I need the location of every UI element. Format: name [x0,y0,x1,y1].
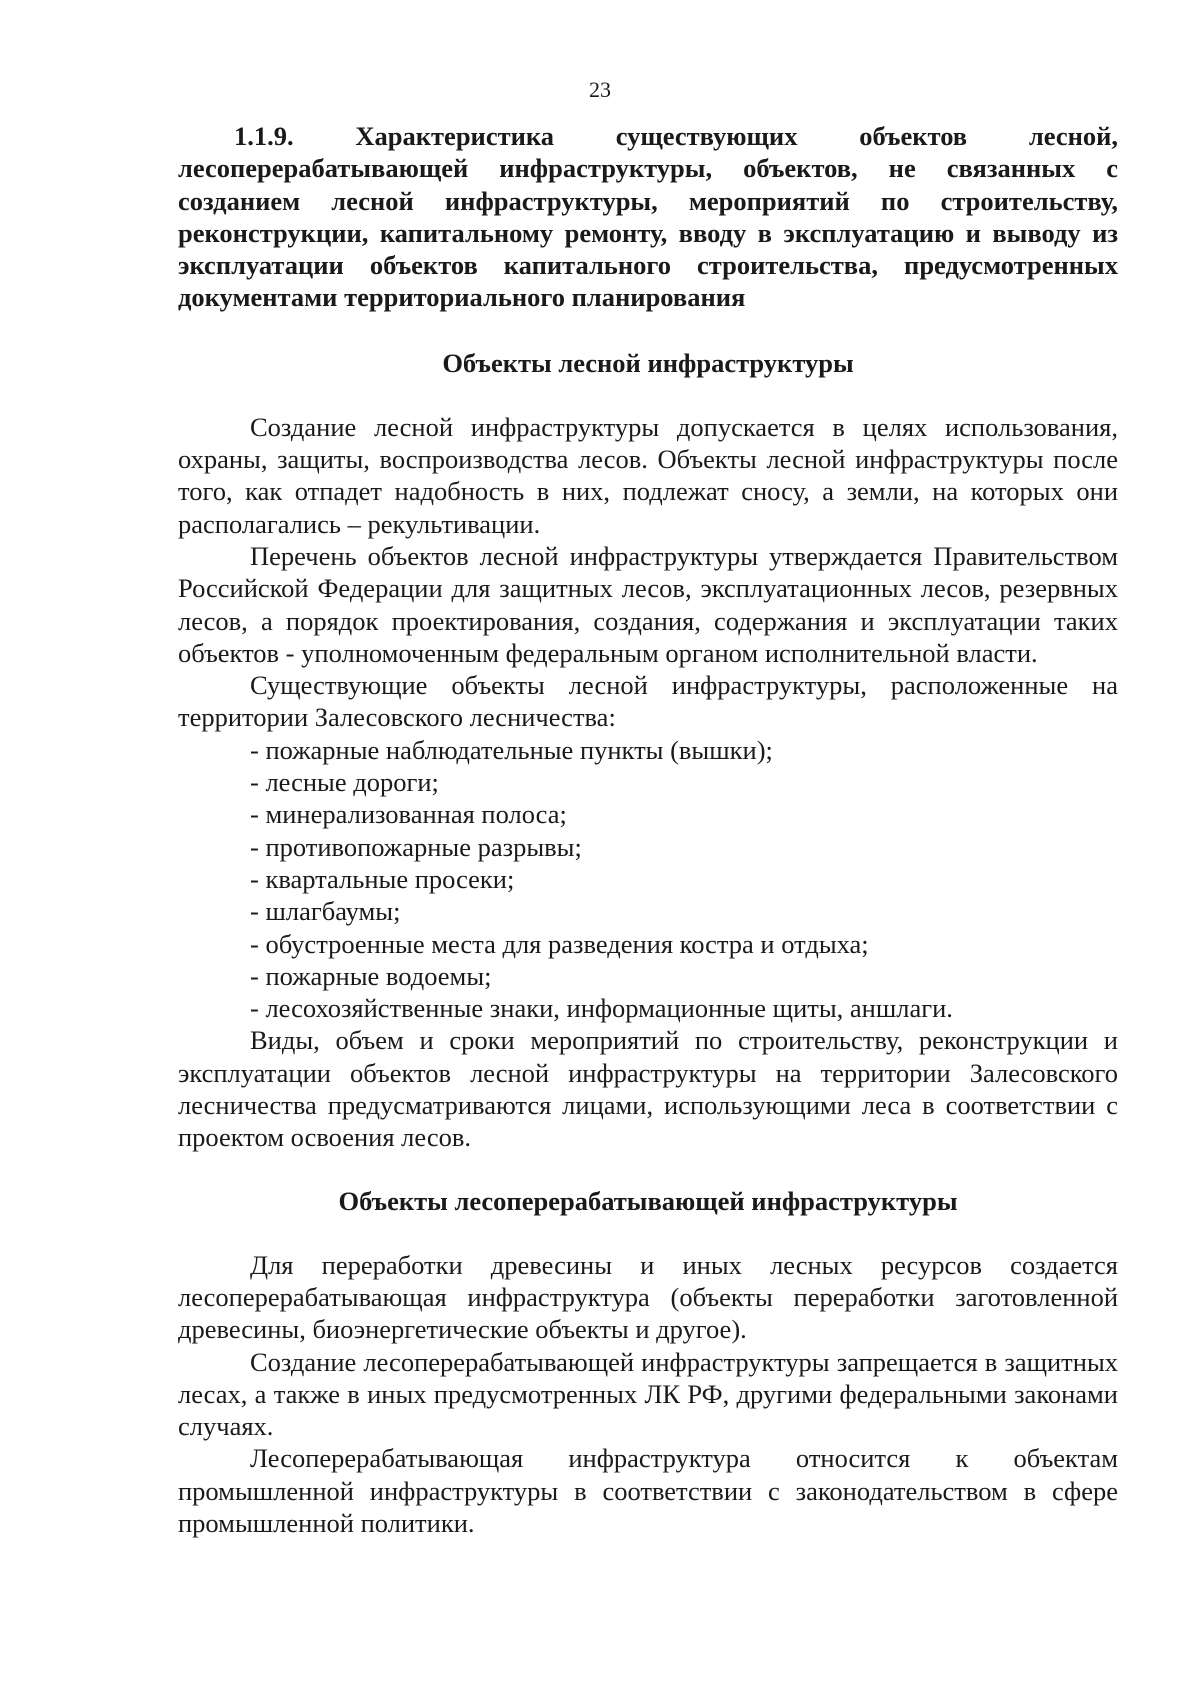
list-item: - противопожарные разрывы; [250,831,1118,863]
list-item: - шлагбаумы; [250,895,1118,927]
page-content [178,120,1118,1539]
forest-paragraph-3: Существующие объекты лесной инфраструктуры, расположенные на территории Залесовского лесничества: [178,670,1118,733]
processing-paragraph-3: Лесоперерабатывающая инфраструктура относится к объектам промышленной инфраструктуры в соответствии с законодательством в сфере промышленной политики. [178,1443,1118,1538]
page-number: 23 [589,77,611,102]
forest-paragraph-1: Создание лесной инфраструктуры допускается в целях использования, охраны, защиты, воспроизводства лесов. Объекты лесной инфраструктуры после того, как отпадет надобность в них, подлежат сносу, а земли, на которых они располагались – рекультивации. [178,411,1118,539]
list-item: - минерализованная полоса; [250,798,1118,830]
processing-paragraph-2: Создание лесоперерабатывающей инфраструктуры запрещается в защитных лесах, а также в иных предусмотренных ЛК РФ, другими федеральными законами случаях. [178,1346,1118,1442]
forest-paragraph-2: Перечень объектов лесной инфраструктуры утверждается Правительством Российской Федерации для защитных лесов, эксплуатационных лесов, резервных лесов, а порядок проектирования, создания, содержания и эксплуатации таких объектов - уполномоченным федеральным органом исполнительной власти. [178,540,1118,668]
processing-infrastructure-heading: Объекты лесоперерабатывающей инфраструктуры [338,1185,958,1216]
list-item: - пожарные водоемы; [250,960,1118,992]
list-item: - обустроенные места для разведения костра и отдыха; [250,928,1118,960]
list-item: - пожарные наблюдательные пункты (вышки); [250,734,1118,766]
forest-objects-list [178,734,1118,1025]
list-item: - лесохозяйственные знаки, информационные щиты, аншлаги. [250,992,1118,1024]
forest-closing-paragraph: Виды, объем и сроки мероприятий по строительству, реконструкции и эксплуатации объектов лесной инфраструктуры на территории Залесовского лесничества предусматриваются лицами, использующими леса в соответствии с проектом освоения лесов. [178,1025,1118,1153]
section-heading: 1.1.9. Характеристика существующих объектов лесной, лесоперерабатывающей инфраструктуры, объектов, не связанных с созданием лесной инфраструктуры, мероприятий по строительству, реконструкции, капитальному ремонту, вводу в эксплуатацию и выводу из эксплуатации объектов капитального строительства, предусмотренных документами территориального планирования [178,121,1118,313]
forest-infrastructure-heading: Объекты лесной инфраструктуры [442,347,854,378]
list-item: - квартальные просеки; [250,863,1118,895]
list-item: - лесные дороги; [250,766,1118,798]
processing-paragraph-1: Для переработки древесины и иных лесных ресурсов создается лесоперерабатывающая инфраструктура (объекты переработки заготовленной древесины, биоэнергетические объекты и другое). [178,1249,1118,1345]
